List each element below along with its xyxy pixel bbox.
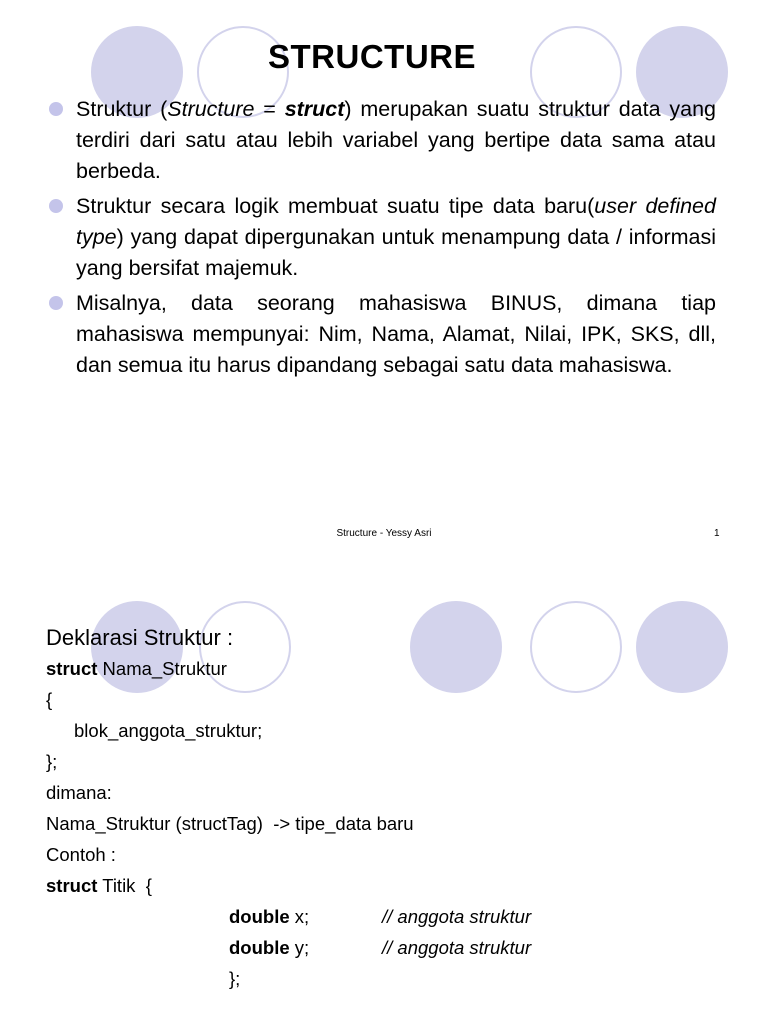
member-type: double xyxy=(229,937,290,958)
bullet-text: Struktur ( xyxy=(76,97,168,121)
struct-name: Nama_Struktur xyxy=(102,658,227,679)
slide-title: STRUCTURE xyxy=(268,38,476,75)
member-name: x; xyxy=(294,906,310,927)
decor-circle xyxy=(530,601,622,693)
code-block xyxy=(46,622,532,994)
bullet-text: struct xyxy=(284,97,345,121)
member-comment: // anggota struktur xyxy=(382,906,532,927)
bullet-dot-icon xyxy=(49,296,63,310)
member-type: double xyxy=(229,906,290,927)
page-number: 1 xyxy=(714,528,720,539)
example-struct-line xyxy=(46,870,414,901)
keyword-struct: struct xyxy=(46,658,98,679)
example-close-brace: }; xyxy=(229,968,241,989)
bullet-list xyxy=(44,94,716,385)
member-comment: // anggota struktur xyxy=(382,937,532,958)
close-brace: }; xyxy=(46,751,58,772)
bullet-text: user defined type xyxy=(76,194,716,249)
member-name: y; xyxy=(294,937,310,958)
bullet-text: Structure xyxy=(167,97,255,121)
decor-circle xyxy=(410,601,502,693)
struct-line xyxy=(46,653,414,684)
example-member-row xyxy=(46,932,532,963)
contoh-text: Contoh : xyxy=(46,844,116,865)
bullet-text: Misalnya, data seorang mahasiswa BINUS, dimana tiap mahasiswa mempunyai: Nim, Nama, Alamat, Nilai, IPK, SKS, dll, dan semua itu harus dipandang sebagai satu data mahasiswa. xyxy=(76,291,716,377)
bullet-item xyxy=(44,288,716,381)
bullet-text: ) yang dapat dipergunakan untuk menampung data / informasi yang bersifat majemuk. xyxy=(76,225,716,280)
bullet-text: Struktur secara logik membuat suatu tipe data baru( xyxy=(76,194,595,218)
bullet-text: = xyxy=(254,97,285,121)
slide-declaration xyxy=(0,560,768,1024)
bullet-text: ) merupakan suatu struktur data yang terdiri dari satu atau lebih variabel yang bertipe data sama atau berbeda. xyxy=(76,97,716,183)
example-struct-head: Titik { xyxy=(97,875,152,896)
bullet-item xyxy=(44,94,716,187)
struct-tag-text: Nama_Struktur (structTag) -> tipe_data baru xyxy=(46,813,414,834)
bullet-dot-icon xyxy=(49,199,63,213)
member-block: blok_anggota_struktur; xyxy=(74,720,263,741)
decor-circle xyxy=(636,601,728,693)
bullet-item xyxy=(44,191,716,284)
bullet-dot-icon xyxy=(49,102,63,116)
keyword-struct: struct xyxy=(46,875,98,896)
open-brace: { xyxy=(46,689,53,710)
dimana-text: dimana: xyxy=(46,782,112,803)
example-member-row xyxy=(46,901,532,932)
declaration-heading: Deklarasi Struktur : xyxy=(46,625,234,650)
slide-footer: Structure - Yessy Asri xyxy=(336,528,432,539)
